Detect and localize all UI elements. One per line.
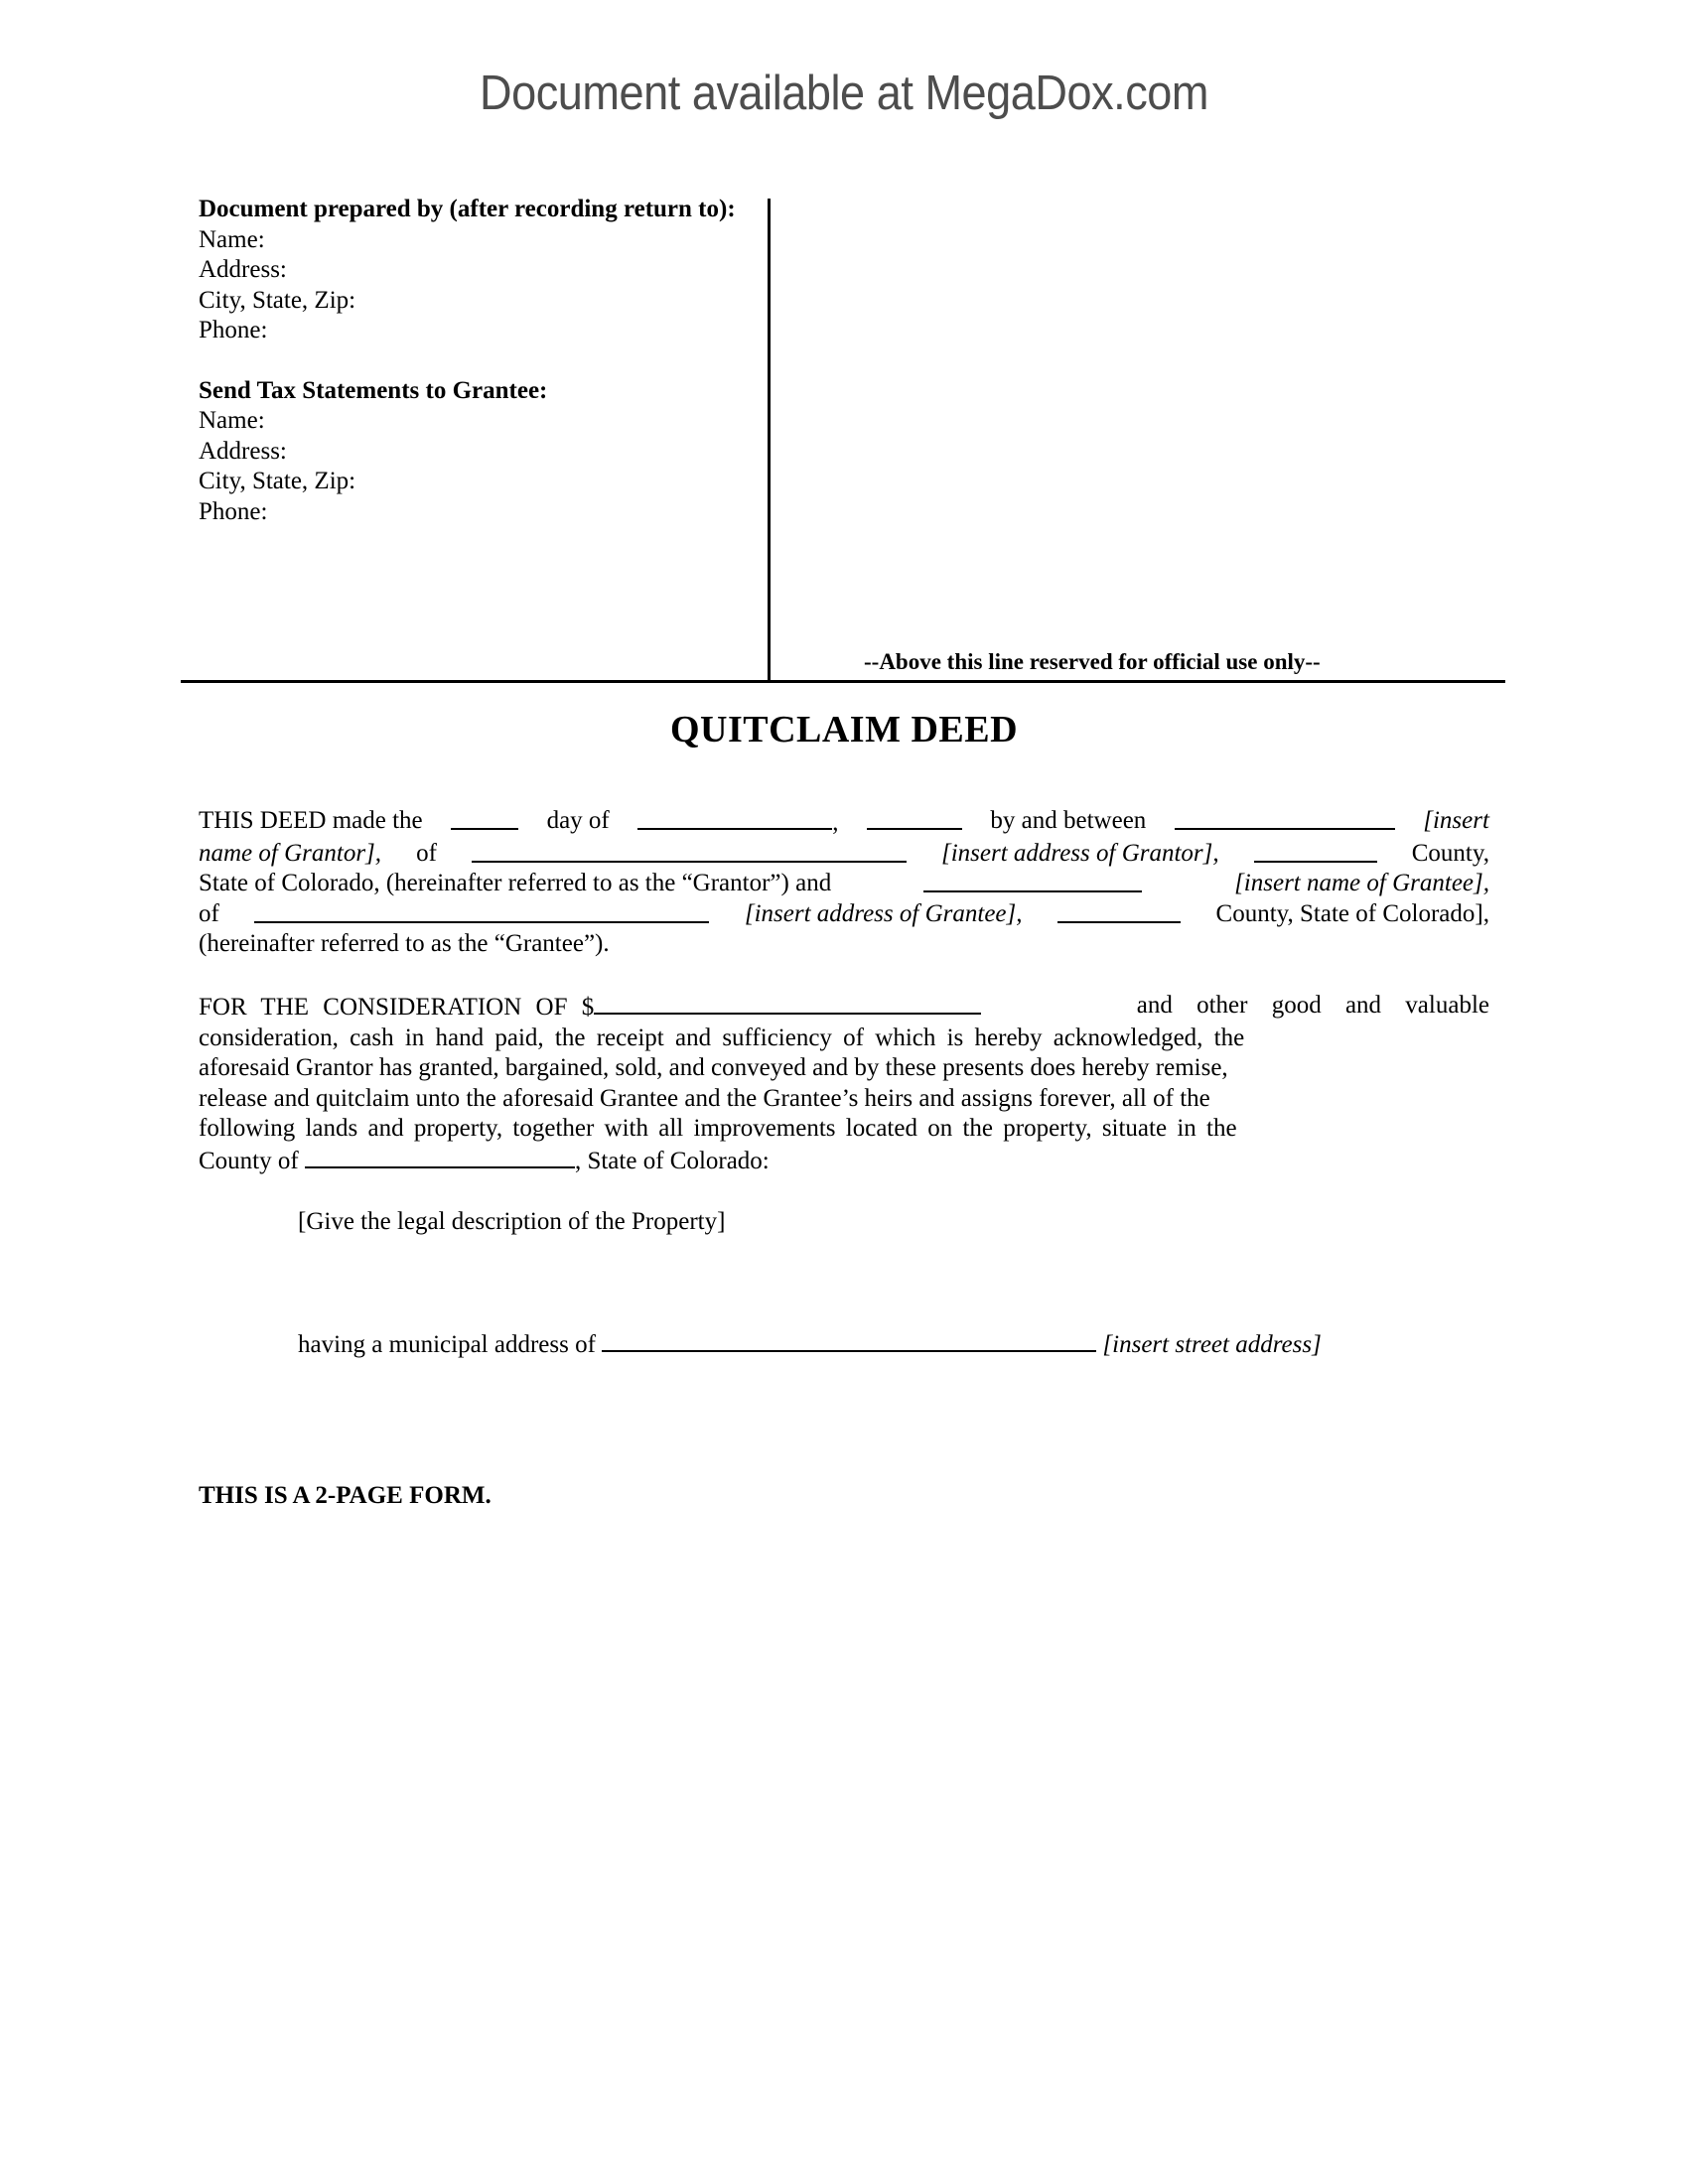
text: by and between <box>990 807 1147 834</box>
page-title: QUITCLAIM DEED <box>669 709 1019 751</box>
form-page-count-note: THIS IS A 2-PAGE FORM. <box>199 1482 492 1509</box>
recording-info-block <box>199 195 753 527</box>
text: and other good and valuable <box>1136 992 1489 1019</box>
grantor-address-blank[interactable] <box>472 839 907 863</box>
year-blank[interactable] <box>867 806 962 830</box>
watermark-banner: Document available at MegaDox.com <box>479 67 1209 120</box>
text: County, <box>1411 839 1489 867</box>
consideration-paragraph <box>199 991 1489 1177</box>
paragraph-line <box>199 869 1489 899</box>
text: of <box>416 839 437 867</box>
text: name of Grantor], <box>199 839 382 867</box>
paragraph-line <box>199 839 1489 870</box>
grantee-name-blank[interactable] <box>923 869 1142 892</box>
recording-divider-horizontal <box>181 680 1505 683</box>
prepared-by-name-label: Name: <box>199 225 265 253</box>
tax-city-label: City, State, Zip: <box>199 468 356 494</box>
text: day of <box>546 807 610 834</box>
county-blank[interactable] <box>305 1145 575 1168</box>
text: [insert name of Grantee], <box>1234 870 1489 897</box>
text: FOR THE CONSIDERATION OF $ <box>199 994 595 1021</box>
text: [insert address of Grantor], <box>940 839 1219 867</box>
text: [insert address of Grantee], <box>744 899 1023 927</box>
paragraph-line <box>199 806 1489 839</box>
tax-statements-heading: Send Tax Statements to Grantee: <box>199 376 548 404</box>
text: County of <box>199 1147 299 1174</box>
paragraph-line <box>199 1084 1489 1115</box>
paragraph-line <box>199 991 1489 1024</box>
parties-paragraph <box>199 806 1489 960</box>
spacer <box>199 346 753 376</box>
text: consideration, cash in hand paid, the receipt and sufficiency of which is hereby acknowledged, the <box>199 1024 1245 1051</box>
paragraph-line <box>199 1145 1489 1177</box>
text: release and quitclaim unto the aforesaid Grantee and the Grantee’s heirs and assigns forever, all of the <box>199 1084 1210 1112</box>
prepared-by-address-label: Address: <box>199 256 287 283</box>
prepared-by-phone-label: Phone: <box>199 317 268 343</box>
text: following lands and property, together with all improvements located on the property, situate in the <box>199 1115 1237 1143</box>
recording-divider-vertical <box>768 199 771 682</box>
month-blank[interactable] <box>637 806 832 830</box>
text: of <box>199 899 219 927</box>
grantor-county-blank[interactable] <box>1254 839 1377 863</box>
text: (hereinafter referred to as the “Grantee”). <box>199 930 610 958</box>
text: State of Colorado, (hereinafter referred to as the “Grantor”) and <box>199 870 832 897</box>
grantee-address-blank[interactable] <box>254 899 709 923</box>
text: , State of Colorado: <box>574 1147 770 1174</box>
official-use-note: --Above this line reserved for official use only-- <box>864 649 1321 674</box>
text: , <box>832 809 839 836</box>
text: THIS DEED made the <box>199 807 423 834</box>
paragraph-line <box>199 1114 1489 1145</box>
prepared-by-city-label: City, State, Zip: <box>199 286 356 314</box>
text: County, State of Colorado], <box>1215 899 1489 927</box>
grantee-county-blank[interactable] <box>1057 899 1181 923</box>
street-address-hint: [insert street address] <box>1102 1331 1322 1358</box>
text: aforesaid Grantor has granted, bargained, sold, and conveyed and by these presents does hereby remise, <box>199 1054 1228 1082</box>
tax-phone-label: Phone: <box>199 497 268 525</box>
text: [insert <box>1423 807 1489 834</box>
paragraph-line <box>199 1024 1489 1054</box>
grantor-name-blank[interactable] <box>1175 806 1395 830</box>
paragraph-line <box>199 899 1489 930</box>
municipal-address-label: having a municipal address of <box>298 1331 596 1358</box>
street-address-blank[interactable] <box>602 1328 1096 1352</box>
tax-name-label: Name: <box>199 407 265 434</box>
paragraph-line <box>199 1053 1489 1084</box>
paragraph-line <box>199 929 1489 960</box>
tax-address-label: Address: <box>199 437 287 465</box>
municipal-address-line <box>298 1328 1322 1360</box>
day-blank[interactable] <box>451 806 518 830</box>
prepared-by-heading: Document prepared by (after recording return to): <box>199 196 736 222</box>
legal-description-placeholder: [Give the legal description of the Property] <box>298 1208 726 1235</box>
consideration-amount-blank[interactable] <box>594 991 981 1015</box>
